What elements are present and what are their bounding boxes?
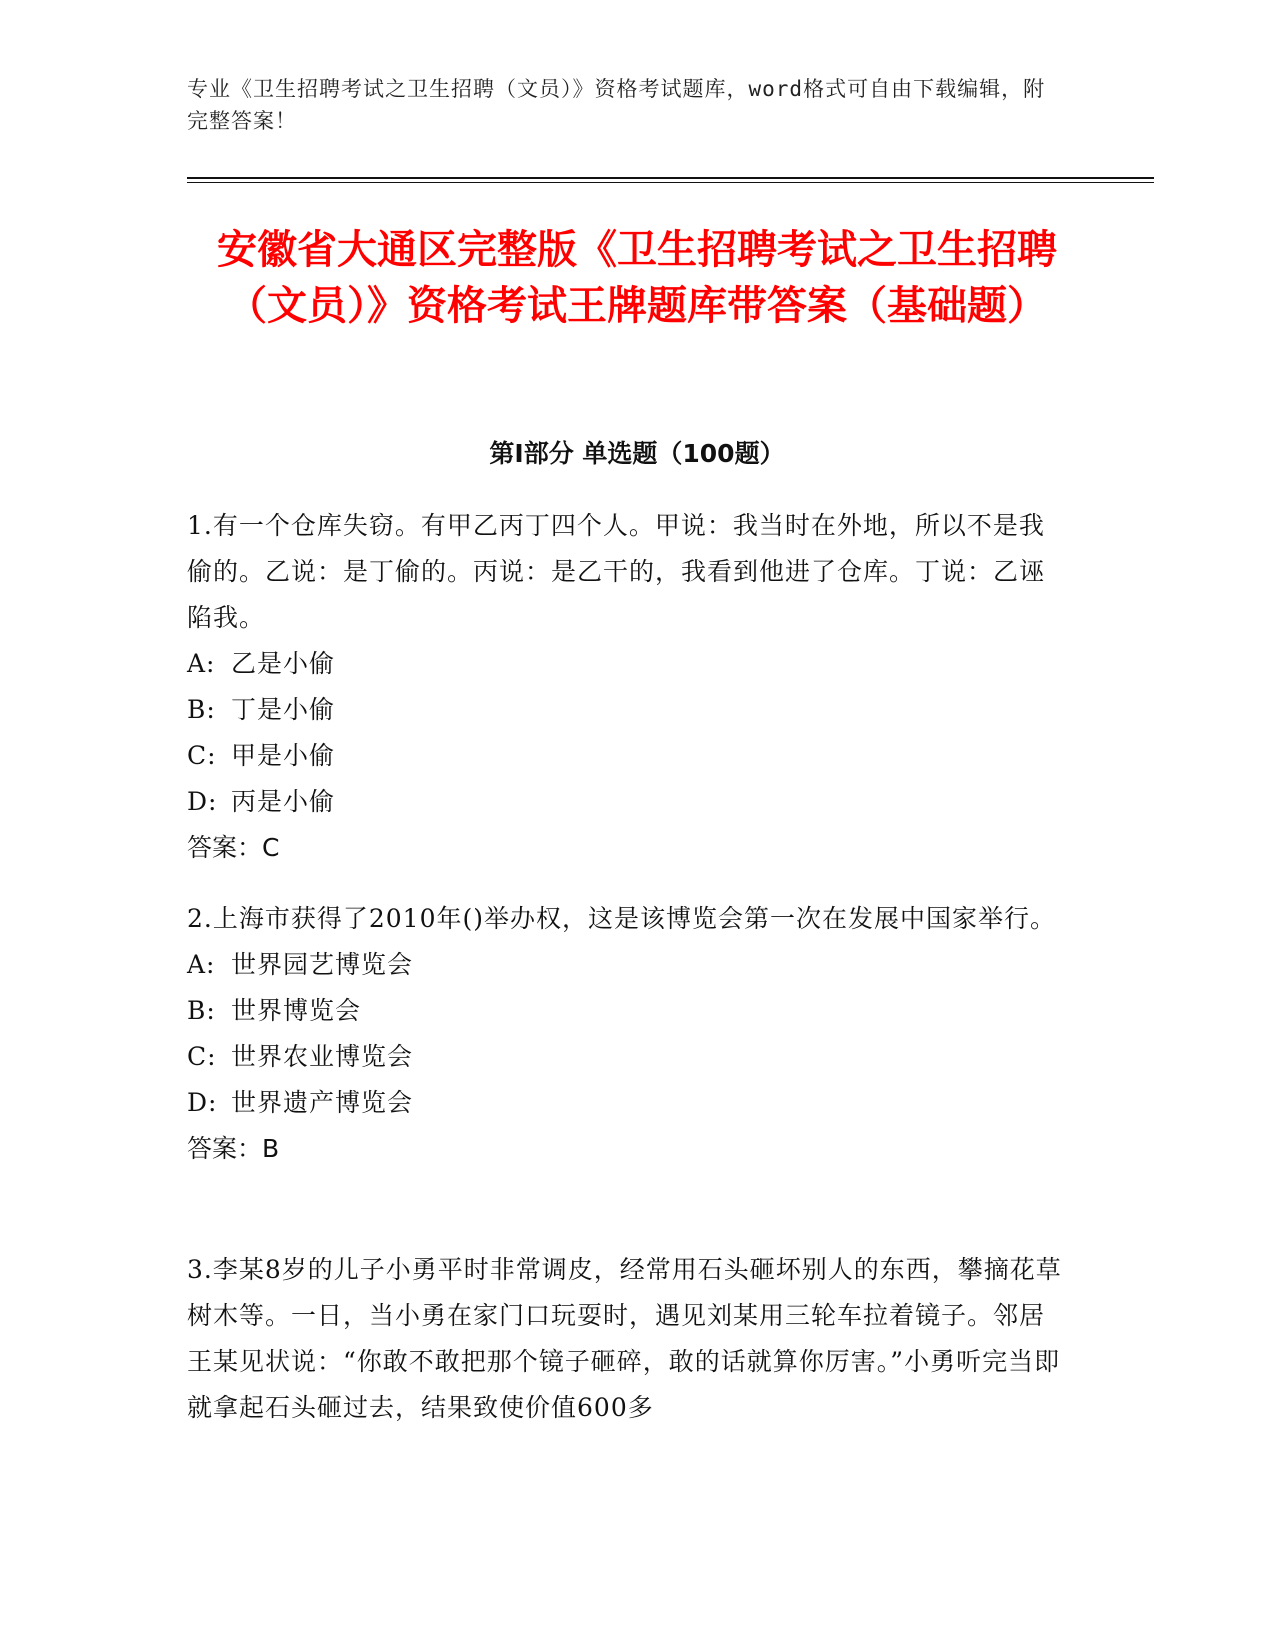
- question-stem: 1.有一个仓库失窃。有甲乙丙丁四个人。甲说：我当时在外地，所以不是我偷的。乙说：是丁偷的。丙说：是乙干的，我看到他进了仓库。丁说：乙诬陷我。: [187, 511, 1046, 632]
- question-stem: 2.上海市获得了2010年()举办权，这是该博览会第一次在发展中国家举行。: [187, 904, 1056, 933]
- option-text: 世界农业博览会: [231, 1042, 414, 1071]
- option-letter: B:: [187, 695, 216, 724]
- option-letter: D:: [187, 787, 218, 816]
- option-c: [187, 733, 1067, 779]
- option-text: 甲是小偷: [231, 741, 336, 770]
- header-divider-thin: [187, 182, 1154, 183]
- option-letter: C:: [187, 1042, 217, 1071]
- option-text: 世界遗产博览会: [231, 1088, 414, 1117]
- document-title: 安徽省大通区完整版《卫生招聘考试之卫生招聘（文员）》资格考试王牌题库带答案（基础题）: [217, 227, 1057, 329]
- answer-line: 答案：B: [187, 1134, 280, 1163]
- question-1: [187, 503, 1067, 871]
- option-letter: D:: [187, 1088, 218, 1117]
- option-letter: A:: [187, 950, 216, 979]
- question-stem: 3.李某8岁的儿子小勇平时非常调皮，经常用石头砸坏别人的东西，攀摘花草树木等。一日，当小勇在家门口玩耍时，遇见刘某用三轮车拉着镜子。邻居王某见状说：“你敢不敢把那个镜子砸碎，敢的话就算你厉害。”小勇听完当即就拿起石头砸过去，结果致使价值600多: [187, 1255, 1062, 1422]
- question-3: [187, 1247, 1067, 1431]
- section-heading: 第I部分 单选题（100题）: [489, 439, 785, 468]
- option-text: 世界博览会: [231, 996, 362, 1025]
- option-letter: C:: [187, 741, 217, 770]
- option-a: [187, 942, 1067, 988]
- option-d: [187, 779, 1067, 825]
- option-b: [187, 988, 1067, 1034]
- option-text: 乙是小偷: [231, 649, 336, 678]
- option-b: [187, 687, 1067, 733]
- option-d: [187, 1080, 1067, 1126]
- header-divider-thick: [187, 177, 1154, 179]
- option-text: 丁是小偷: [231, 695, 336, 724]
- question-2: [187, 896, 1067, 1172]
- option-c: [187, 1034, 1067, 1080]
- option-text: 世界园艺博览会: [231, 950, 414, 979]
- option-letter: A:: [187, 649, 216, 678]
- option-text: 丙是小偷: [231, 787, 336, 816]
- option-a: [187, 641, 1067, 687]
- option-letter: B:: [187, 996, 216, 1025]
- answer-line: 答案：C: [187, 833, 280, 862]
- header-note: 专业《卫生招聘考试之卫生招聘（文员）》资格考试题库，word格式可自由下载编辑，附完整答案！: [187, 77, 1046, 133]
